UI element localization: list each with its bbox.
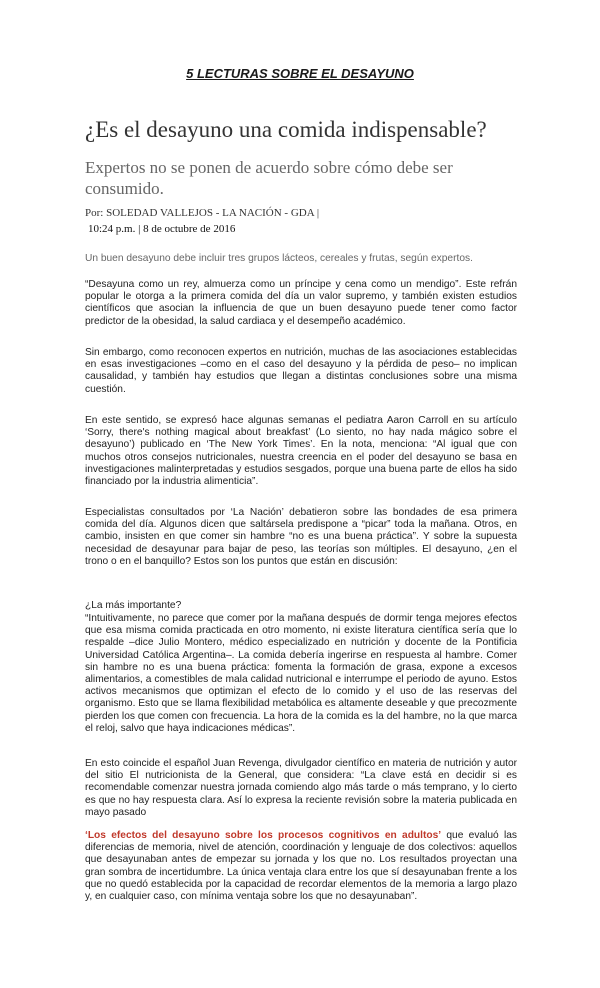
section-paragraph: “Intuitivamente, no parece que comer por la mañana después de dormir tenga mejores efectos que esa misma comida practicada en otro momento, ni existe literatura científica sería que lo respalde –dice Julio Montero, médico especializado en nutrición y docente de la Pontificia Universidad Católica Argentina–. La comida debería ingerirse en respuesta al hambre. Comer sin hambre no es una buena práctica: fomenta la formación de grasa, expone a excesos alimentarios, a comestibles de mala calidad nutricional e interrumpe el periodo de ayuno. Estos activos mecanismos que optimizan el efecto de lo comido y el uso de las reservas del organismo. Esto que se llama flexibilidad metabólica es altamente deseable y que precozmente pierden los que comen con frecuencia. La hora de la comida es la del hambre, no la que marca el reloj, salvo que haya indicaciones médicas”. [85, 613, 517, 734]
lead-paragraph: Un buen desayuno debe incluir tres grupos lácteos, cereales y frutas, según expertos. [85, 253, 473, 264]
article-title: ¿Es el desayuno una comida indispensable? [85, 117, 487, 142]
document-heading: 5 LECTURAS SOBRE EL DESAYUNO [186, 66, 414, 81]
byline [85, 206, 525, 238]
byline-date: 10:24 p.m. | 8 de octubre de 2016 [88, 222, 236, 235]
study-link[interactable]: ‘Los efectos del desayuno sobre los procesos cognitivos en adultos’ [85, 830, 442, 841]
study-text: que evaluó las diferencias de memoria, nivel de atención, coordinación y lenguaje de dos colectivos: aquellos que desayunaban antes de empezar su jornada y los que no. Los resultados proyectan una gran sombra de incertidumbre. La única ventaja clara entre los que sí desayunaban frente a los que no quedó establecida por la capacidad de recordar elementos de la memoria a largo plazo y, en cualquier caso, con mínima ventaja sobre los que no desayunaban”. [85, 830, 517, 903]
paragraph-2: Sin embargo, como reconocen expertos en nutrición, muchas de las asociaciones establecidas en esas investigaciones –como en el caso del desayuno y la pérdida de peso– no implican causalidad, y también hay estudios que llegan a distintas conclusiones sobre una misma cuestión. [85, 347, 517, 395]
paragraph-study [85, 830, 517, 903]
paragraph-4: Especialistas consultados por ‘La Nación’ debatieron sobre las bondades de esa primera comida del día. Algunos dicen que saltársela predispone a “picar” toda la mañana. Otros, en cambio, insisten en que comer sin hambre “no es una buena práctica”. Y sobre la supuesta necesidad de desayunar para bajar de peso, las teorías son múltiples. El desayuno, ¿en el trono o en el banquillo? Estos son los puntos que están en discusión: [85, 507, 517, 567]
paragraph-revenga: En esto coincide el español Juan Revenga, divulgador científico en materia de nutrición y autor del sitio El nutricionista de la General, que considera: “La clave está en decidir si es recomendable comenzar nuestra jornada comiendo algo más tarde o más temprano, y lo cierto es que no hay respuesta clara. Así lo expresa la reciente revisión sobre la materia publicada en mayo pasado [85, 758, 517, 818]
byline-author: Por: SOLEDAD VALLEJOS - LA NACIÓN - GDA | [85, 207, 320, 219]
paragraph-1: “Desayuna como un rey, almuerza como un príncipe y cena como un mendigo”. Este refrán popular le otorga a la primera comida del día un valor supremo, y también existen estudios científicos que asocian la influencia de que un buen desayuno puede tener como factor predictor de la obesidad, la salud cardiaca y el desempeño académico. [85, 279, 517, 327]
section-heading: ¿La más importante? [85, 600, 182, 611]
paragraph-3: En este sentido, se expresó hace algunas semanas el pediatra Aaron Carroll en su artículo ‘Sorry, there's nothing magical about breakfast’ (Lo siento, no hay nada mágico sobre el desayuno’) publicado en ‘The New York Times’. En la nota, menciona: “Al igual que con muchos otros consejos nutricionales, nuestra creencia en el poder del desayuno se basa en investigaciones malinterpretadas y estudios sesgados, porque una buena parte de ellos ha sido financiado por la industria alimenticia”. [85, 415, 517, 488]
article-subtitle: Expertos no se ponen de acuerdo sobre cómo debe ser consumido. [85, 158, 453, 199]
